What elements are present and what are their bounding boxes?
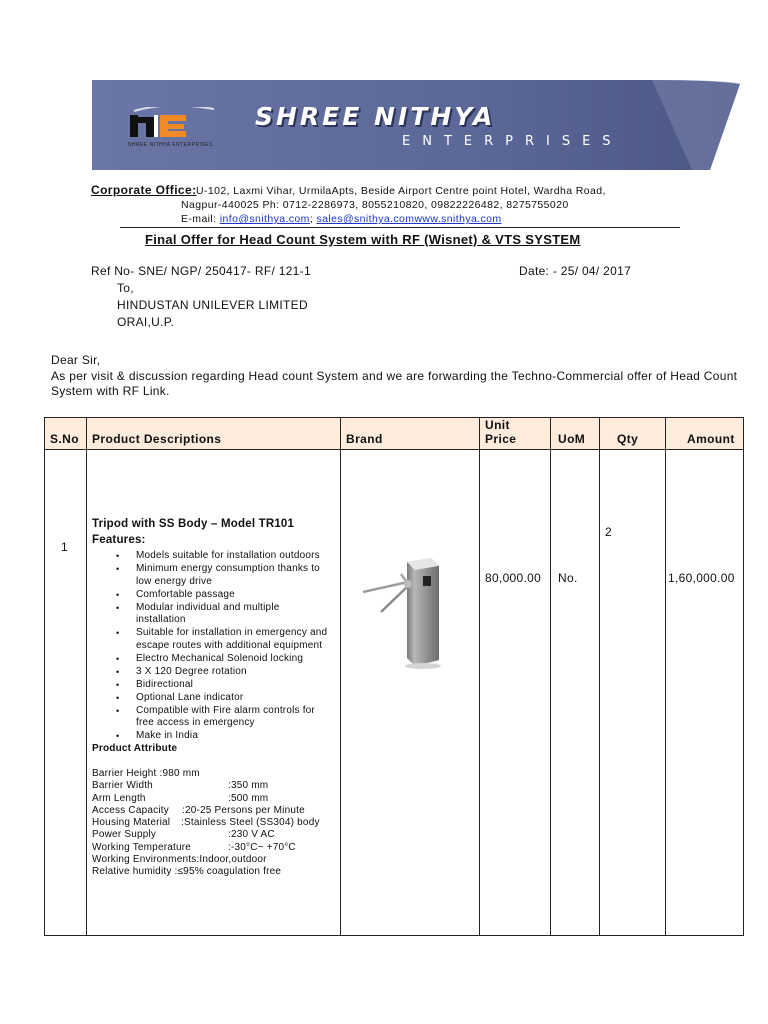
- recipient-company: HINDUSTAN UNILEVER LIMITED: [117, 298, 308, 312]
- feature-item: • Compatible with Fire alarm controls for free access in emergency: [136, 705, 338, 730]
- attribute-row: [92, 805, 338, 817]
- email-link-sales[interactable]: sales@snithya.com: [316, 213, 415, 225]
- reference-number: Ref No- SNE/ NGP/ 250417- RF/ 121-1: [91, 264, 311, 278]
- attribute-key: Working Temperature: [92, 841, 192, 853]
- attribute-row: [92, 866, 338, 878]
- header-price: Price: [485, 432, 517, 446]
- corporate-office-label: Corporate Office:: [91, 183, 197, 197]
- attribute-key: Working Environments:Indoor,outdoor: [92, 854, 267, 866]
- salutation: Dear Sir,: [51, 353, 101, 367]
- attribute-value: :20-25 Persons per Minute: [182, 804, 305, 816]
- row-qty: 2: [605, 525, 612, 539]
- header-divider: [120, 227, 680, 228]
- feature-item: • Modular individual and multiple installation: [136, 602, 338, 627]
- offer-table: [44, 417, 744, 936]
- feature-item: • Comfortable passage: [136, 589, 338, 602]
- brand-name: SHREE NITHYA: [255, 102, 496, 131]
- attribute-value: :230 V AC: [228, 829, 275, 841]
- column-divider: [665, 418, 666, 935]
- column-divider: [479, 418, 480, 935]
- attribute-row: [92, 829, 338, 841]
- row-sno: 1: [61, 540, 68, 554]
- attribute-key: Arm Length: [92, 792, 146, 804]
- offer-title: Final Offer for Head Count System with RF (Wisnet) & VTS SYSTEM: [145, 232, 581, 247]
- header-unit: Unit: [485, 418, 510, 432]
- attribute-row: [92, 780, 338, 792]
- product-title: Tripod with SS Body – Model TR101: [92, 518, 295, 530]
- address-line-1: U-102, Laxmi Vihar, UrmilaApts, Beside Airport Centre point Hotel, Wardha Road,: [196, 185, 606, 197]
- header-qty: Qty: [617, 432, 639, 446]
- attribute-key: Relative humidity :≤95% coagulation free: [92, 866, 282, 878]
- attribute-list: [92, 768, 338, 879]
- email-link-info[interactable]: info@snithya.com: [219, 213, 310, 225]
- attribute-row: [92, 854, 338, 866]
- attribute-key: Housing Material: [92, 817, 171, 829]
- turnstile-product-image: [361, 552, 451, 672]
- body-paragraph: As per visit & discussion regarding Head count System and we are forwarding the Techno-Commercial offer of Head Count System with RF Link.: [51, 369, 738, 398]
- feature-item: • Minimum energy consumption thanks to low energy drive: [136, 563, 338, 588]
- attribute-key: Power Supply: [92, 829, 157, 841]
- brand-subtitle: ENTERPRISES: [402, 134, 623, 149]
- feature-item: • Electro Mechanical Solenoid locking: [136, 653, 338, 666]
- feature-item: • Models suitable for installation outdoors: [136, 550, 338, 563]
- website-link[interactable]: www.snithya.com: [414, 213, 502, 225]
- feature-item: • Bidirectional: [136, 679, 338, 692]
- row-amount: 1,60,000.00: [668, 571, 735, 585]
- attribute-key: Barrier Height :980 mm: [92, 768, 200, 779]
- row-unit-price: 80,000.00: [485, 571, 542, 585]
- attribute-row: [92, 842, 338, 854]
- column-divider: [599, 418, 600, 935]
- feature-item: • 3 X 120 Degree rotation: [136, 666, 338, 679]
- recipient-place: ORAI,U.P.: [117, 315, 175, 329]
- header-divider-line: [45, 449, 743, 450]
- recipient-to: To,: [117, 281, 134, 295]
- attribute-key: Access Capacity: [92, 804, 169, 816]
- product-description-cell: [92, 516, 338, 879]
- header-sno: S.No: [50, 432, 79, 446]
- feature-item: • Optional Lane indicator: [136, 692, 338, 705]
- row-uom: No.: [558, 571, 578, 585]
- attribute-row: [92, 793, 338, 805]
- header-brand: Brand: [346, 432, 383, 446]
- attribute-value: :500 mm: [228, 792, 269, 804]
- header-uom: UoM: [558, 432, 586, 446]
- email-separator: ;: [309, 213, 317, 225]
- feature-item: • Suitable for installation in emergency and escape routes with additional equipment: [136, 627, 338, 652]
- header-amount: Amount: [687, 432, 735, 446]
- product-attribute-label: Product Attribute: [92, 743, 178, 754]
- attribute-value: :-30°C~ +70°C: [228, 841, 296, 853]
- email-label: E-mail:: [181, 213, 220, 225]
- offer-date: Date: - 25/ 04/ 2017: [519, 264, 632, 278]
- attribute-row: [92, 817, 338, 829]
- attribute-key: Barrier Width: [92, 780, 153, 792]
- column-divider: [340, 418, 341, 935]
- attribute-row: [92, 768, 338, 780]
- column-divider: [550, 418, 551, 935]
- feature-item: • Make in India: [136, 730, 338, 743]
- features-list: [92, 550, 338, 743]
- attribute-value: :Stainless Steel (SS304) body: [181, 817, 320, 829]
- logo-caption: SHREE NITHYA ENTERPRISES: [128, 142, 213, 148]
- column-divider: [86, 418, 87, 935]
- features-label: Features:: [92, 534, 146, 546]
- attribute-value: :350 mm: [228, 780, 269, 792]
- header-product-descriptions: Product Descriptions: [92, 432, 222, 446]
- contact-line: [181, 213, 502, 225]
- address-line-2: Nagpur-440025 Ph: 0712-2286973, 8055210820, 09822226482, 8275755020: [181, 199, 569, 211]
